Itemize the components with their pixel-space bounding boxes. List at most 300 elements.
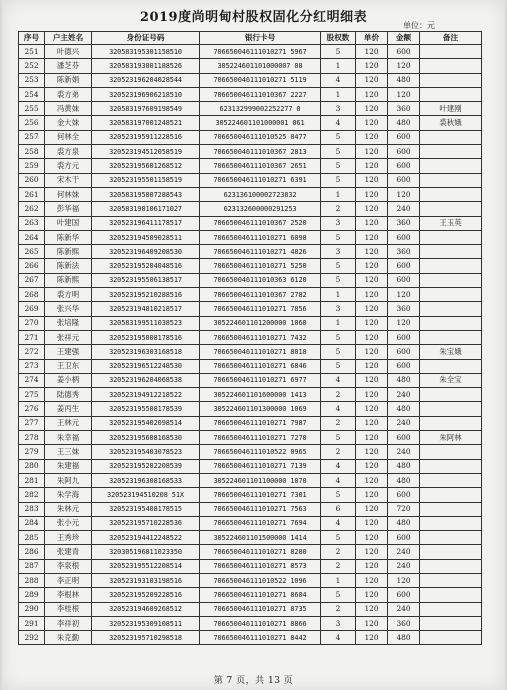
cell-price: 120 [356,130,388,144]
cell-seq: 275 [19,388,45,402]
cell-seq: 262 [19,202,45,216]
table-row [19,102,482,116]
cell-shares: 5 [321,488,356,502]
cell-id: 320523196906218510 [92,87,200,101]
cell-note [420,502,482,516]
cell-shares: 1 [321,316,356,330]
cell-price: 120 [356,45,388,59]
cell-id: 320523195210288516 [92,288,200,302]
cell-amount: 240 [388,202,420,216]
table-row [19,573,482,587]
cell-card: 706650046111010271 7301 [200,488,321,502]
cell-amount: 240 [388,545,420,559]
cell-note [420,459,482,473]
cell-amount: 600 [388,173,420,187]
cell-note [420,516,482,530]
header-name: 户主姓名 [45,32,92,45]
cell-id: 320523194609268512 [92,602,200,616]
cell-price: 120 [356,330,388,344]
cell-note [420,330,482,344]
cell-shares: 3 [321,302,356,316]
cell-id: 320523195209228516 [92,588,200,602]
cell-note [420,87,482,101]
cell-amount: 120 [388,59,420,73]
header-id: 身份证号码 [92,32,200,45]
cell-card: 706650046111010271 7563 [200,502,321,516]
cell-name: 李祥初 [45,616,92,630]
cell-id: 320583198106171027 [92,202,200,216]
cell-note: 朱阿林 [420,431,482,445]
cell-card: 706650046111010271 6391 [200,173,321,187]
table-row [19,345,482,359]
cell-name: 潘芝芬 [45,59,92,73]
cell-note [420,545,482,559]
cell-price: 120 [356,416,388,430]
cell-seq: 265 [19,245,45,259]
cell-card: 706650046111010271 8280 [200,545,321,559]
cell-seq: 266 [19,259,45,273]
cell-shares: 2 [321,416,356,430]
cell-price: 120 [356,73,388,87]
page-title: 2019度尚明甸村股权固化分红明细表 [139,10,368,25]
cell-price: 120 [356,302,388,316]
cell-name: 何林全 [45,130,92,144]
table-row [19,502,482,516]
cell-shares: 4 [321,473,356,487]
cell-amount: 240 [388,602,420,616]
cell-shares: 2 [321,559,356,573]
cell-seq: 276 [19,402,45,416]
table-row [19,187,482,201]
cell-id: 320583197609198549 [92,102,200,116]
cell-id: 320305196811023350 [92,545,200,559]
cell-name: 李桂根 [45,602,92,616]
cell-seq: 274 [19,373,45,387]
cell-note [420,616,482,630]
cell-price: 120 [356,531,388,545]
cell-amount: 600 [388,130,420,144]
cell-price: 120 [356,359,388,373]
cell-note: 裘秋娥 [420,116,482,130]
cell-price: 120 [356,488,388,502]
cell-name: 朱幸福 [45,431,92,445]
cell-name: 张建青 [45,545,92,559]
cell-amount: 360 [388,216,420,230]
table-row [19,388,482,402]
cell-amount: 720 [388,502,420,516]
cell-id: 320523195506138517 [92,273,200,287]
cell-amount: 600 [388,330,420,344]
cell-shares: 5 [321,359,356,373]
cell-shares: 5 [321,230,356,244]
cell-id: 320583195807288543 [92,187,200,201]
cell-price: 120 [356,602,388,616]
cell-amount: 360 [388,616,420,630]
cell-note [420,602,482,616]
cell-id: 320523195911228516 [92,130,200,144]
cell-amount: 600 [388,259,420,273]
cell-card: 706650046111010367 2813 [200,145,321,159]
cell-price: 120 [356,631,388,645]
cell-name: 李正明 [45,573,92,587]
table-row [19,431,482,445]
cell-amount: 360 [388,102,420,116]
cell-note [420,388,482,402]
cell-name: 冯黄妹 [45,102,92,116]
cell-card: 623132600000291253 [200,202,321,216]
cell-price: 120 [356,573,388,587]
cell-price: 120 [356,402,388,416]
cell-price: 120 [356,116,388,130]
cell-card: 305224601101200000 1060 [200,316,321,330]
cell-shares: 5 [321,130,356,144]
cell-amount: 120 [388,316,420,330]
cell-shares: 5 [321,159,356,173]
table-row [19,559,482,573]
cell-note [420,573,482,587]
cell-note [420,359,482,373]
cell-id: 320523195008178516 [92,330,200,344]
cell-shares: 1 [321,87,356,101]
cell-card: 706650046111010522 1096 [200,573,321,587]
table-body [19,45,482,645]
cell-card: 623132999002252277 0 [200,102,321,116]
cell-price: 120 [356,445,388,459]
cell-amount: 600 [388,45,420,59]
cell-amount: 600 [388,531,420,545]
cell-name: 姜丙生 [45,402,92,416]
cell-card: 706650046111010271 6977 [200,373,321,387]
cell-name: 叶建国 [45,216,92,230]
header-note: 备注 [420,32,482,45]
cell-note [420,45,482,59]
cell-seq: 291 [19,616,45,630]
cell-seq: 286 [19,545,45,559]
cell-id: 320523194509028511 [92,230,200,244]
table-row [19,545,482,559]
cell-id: 320523195402098514 [92,416,200,430]
cell-name: 朱克勤 [45,631,92,645]
cell-amount: 120 [388,187,420,201]
table-row [19,173,482,187]
cell-name: 裘方明 [45,288,92,302]
cell-id: 320523195202208539 [92,459,200,473]
cell-name: 张兴华 [45,302,92,316]
cell-seq: 277 [19,416,45,430]
cell-shares: 2 [321,545,356,559]
table-row [19,130,482,144]
table-row [19,230,482,244]
cell-shares: 5 [321,431,356,445]
table-row [19,402,482,416]
cell-card: 706650046111010271 8604 [200,588,321,602]
cell-amount: 240 [388,559,420,573]
cell-note [420,445,482,459]
header-card: 银行卡号 [200,32,321,45]
cell-seq: 264 [19,230,45,244]
cell-seq: 287 [19,559,45,573]
cell-price: 120 [356,216,388,230]
cell-card: 305224601101300000 1069 [200,402,321,416]
cell-note [420,145,482,159]
cell-note: 朱全宝 [420,373,482,387]
cell-shares: 4 [321,373,356,387]
cell-shares: 3 [321,102,356,116]
cell-price: 120 [356,388,388,402]
cell-shares: 3 [321,616,356,630]
cell-card: 305224601101000007 08 [200,59,321,73]
cell-name: 王秀珍 [45,531,92,545]
cell-seq: 289 [19,588,45,602]
cell-id: 320523196409208530 [92,245,200,259]
cell-name: 王林元 [45,416,92,430]
cell-card: 706650046111010367 2227 [200,87,321,101]
cell-seq: 270 [19,316,45,330]
table-row [19,87,482,101]
cell-id: 320523195403078523 [92,445,200,459]
document-sheet [2,0,505,690]
cell-amount: 600 [388,431,420,445]
cell-price: 120 [356,230,388,244]
cell-shares: 3 [321,245,356,259]
cell-name: 王卫东 [45,359,92,373]
cell-price: 120 [356,145,388,159]
cell-shares: 5 [321,330,356,344]
header-seq: 序号 [19,32,45,45]
cell-id: 320523196308168533 [92,473,200,487]
table-row [19,631,482,645]
cell-id: 320523195408178515 [92,502,200,516]
cell-name: 金大妹 [45,116,92,130]
table-row [19,145,482,159]
cell-shares: 1 [321,573,356,587]
cell-shares: 4 [321,631,356,645]
cell-seq: 282 [19,488,45,502]
cell-amount: 480 [388,73,420,87]
cell-note [420,473,482,487]
cell-card: 706650046111010367 2520 [200,216,321,230]
cell-id: 320523194810218517 [92,302,200,316]
cell-seq: 283 [19,502,45,516]
table-row [19,445,482,459]
cell-name: 陈新华 [45,230,92,244]
cell-amount: 240 [388,388,420,402]
cell-id: 320583199511038523 [92,316,200,330]
cell-shares: 4 [321,402,356,416]
table-row [19,616,482,630]
cell-id: 320523193103198516 [92,573,200,587]
table-row [19,73,482,87]
cell-shares: 2 [321,602,356,616]
unit-label: 单位：元 [403,21,435,30]
cell-id: 320583197001248521 [92,116,200,130]
cell-price: 120 [356,373,388,387]
table-row [19,602,482,616]
cell-amount: 600 [388,588,420,602]
cell-seq: 292 [19,631,45,645]
cell-amount: 600 [388,159,420,173]
cell-name: 姜小柄 [45,373,92,387]
cell-shares: 3 [321,216,356,230]
cell-price: 120 [356,173,388,187]
cell-card: 706650046111010271 5119 [200,73,321,87]
cell-seq: 273 [19,359,45,373]
cell-note: 叶建刚 [420,102,482,116]
cell-price: 120 [356,187,388,201]
cell-amount: 600 [388,488,420,502]
cell-shares: 5 [321,345,356,359]
table-row [19,245,482,259]
cell-id: 320523196411178517 [92,216,200,230]
cell-note [420,173,482,187]
cell-shares: 6 [321,502,356,516]
cell-shares: 5 [321,259,356,273]
cell-name: 裘方弟 [45,87,92,101]
cell-name: 李泉根 [45,559,92,573]
cell-name: 叶德兴 [45,45,92,59]
cell-name: 李根林 [45,588,92,602]
cell-name: 张培隆 [45,316,92,330]
cell-card: 706650046111010271 8018 [200,345,321,359]
header-shares: 股权数 [321,32,356,45]
cell-note [420,288,482,302]
cell-seq: 253 [19,73,45,87]
cell-id: 320523195512208514 [92,559,200,573]
cell-price: 120 [356,259,388,273]
cell-name: 陈新熙 [45,273,92,287]
cell-amount: 600 [388,273,420,287]
cell-note [420,130,482,144]
table-row [19,531,482,545]
table-row [19,116,482,130]
cell-card: 706650046111010271 6846 [200,359,321,373]
cell-seq: 257 [19,130,45,144]
cell-note: 朱宝娥 [420,345,482,359]
cell-id: 320523195508178539 [92,402,200,416]
cell-price: 120 [356,431,388,445]
cell-price: 120 [356,102,388,116]
cell-id: 320523194912218522 [92,388,200,402]
header-amount: 金额 [388,32,420,45]
cell-seq: 255 [19,102,45,116]
cell-note [420,631,482,645]
cell-card: 706650046111010367 2782 [200,288,321,302]
cell-name: 陈新娟 [45,73,92,87]
cell-amount: 480 [388,459,420,473]
cell-note [420,402,482,416]
cell-price: 120 [356,588,388,602]
cell-name: 张小元 [45,516,92,530]
cell-note [420,273,482,287]
cell-note [420,559,482,573]
table-row [19,259,482,273]
cell-note [420,488,482,502]
cell-price: 120 [356,473,388,487]
cell-note: 王玉英 [420,216,482,230]
cell-note [420,202,482,216]
table-row [19,302,482,316]
cell-card: 706650046111010522 0965 [200,445,321,459]
cell-price: 120 [356,59,388,73]
table-row [19,588,482,602]
table-row [19,216,482,230]
cell-amount: 480 [388,116,420,130]
cell-shares: 4 [321,73,356,87]
table-row [19,359,482,373]
cell-price: 120 [356,273,388,287]
cell-id: 320523195309108511 [92,616,200,630]
cell-price: 120 [356,245,388,259]
table-row [19,59,482,73]
cell-id: 320583193801188526 [92,59,200,73]
cell-shares: 2 [321,445,356,459]
cell-price: 120 [356,559,388,573]
cell-shares: 5 [321,145,356,159]
cell-price: 120 [356,459,388,473]
table-row [19,159,482,173]
cell-seq: 261 [19,187,45,201]
cell-amount: 480 [388,373,420,387]
cell-name: 陈新熙 [45,245,92,259]
cell-note [420,531,482,545]
cell-card: 305224601101000001 061 [200,116,321,130]
cell-amount: 600 [388,345,420,359]
table-row [19,459,482,473]
cell-name: 王三妹 [45,445,92,459]
cell-seq: 252 [19,59,45,73]
cell-note [420,245,482,259]
cell-note [420,73,482,87]
cell-card: 706650046111010271 7856 [200,302,321,316]
header-price: 单价 [356,32,388,45]
cell-id: 320523196204028544 [92,73,200,87]
cell-shares: 4 [321,516,356,530]
cell-shares: 1 [321,59,356,73]
cell-seq: 251 [19,45,45,59]
cell-price: 120 [356,288,388,302]
cell-shares: 4 [321,116,356,130]
cell-card: 706650046111010271 4826 [200,245,321,259]
cell-price: 120 [356,159,388,173]
table-row [19,45,482,59]
cell-card: 706650046111010525 8477 [200,130,321,144]
cell-note [420,59,482,73]
cell-card: 706650046111010363 6120 [200,273,321,287]
cell-name: 裘方泉 [45,145,92,159]
cell-card: 706650046111010271 7432 [200,330,321,344]
table-header [19,32,482,45]
cell-name: 彭华福 [45,202,92,216]
cell-seq: 269 [19,302,45,316]
cell-seq: 258 [19,145,45,159]
cell-name: 裘方元 [45,159,92,173]
cell-card: 305224601101500000 1414 [200,531,321,545]
cell-seq: 263 [19,216,45,230]
cell-amount: 360 [388,245,420,259]
cell-note [420,187,482,201]
cell-name: 朱林元 [45,502,92,516]
header-row [19,32,482,45]
cell-name: 朱建福 [45,459,92,473]
cell-note [420,259,482,273]
cell-id: 320523195710298518 [92,631,200,645]
cell-card: 623136100002723832 [200,187,321,201]
cell-id: 320523196204068538 [92,373,200,387]
cell-price: 120 [356,202,388,216]
cell-seq: 268 [19,288,45,302]
cell-note [420,316,482,330]
cell-shares: 1 [321,288,356,302]
